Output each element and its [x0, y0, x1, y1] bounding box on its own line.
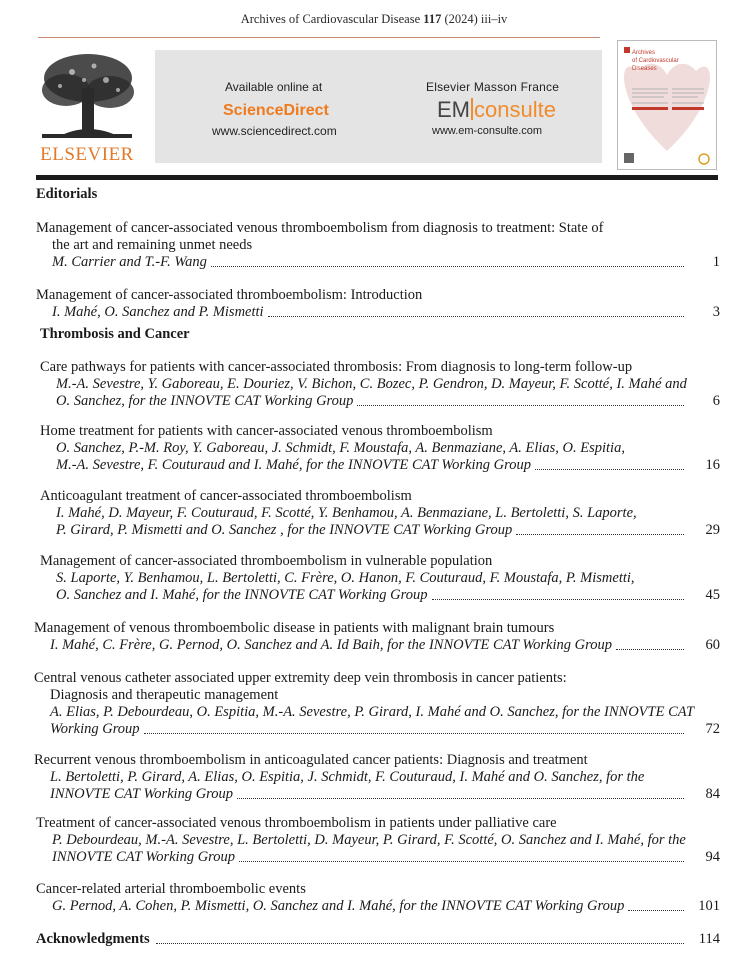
toc-entry[interactable] — [40, 553, 720, 604]
dot-leader — [239, 861, 684, 862]
entry-page: 1 — [712, 254, 720, 270]
section-editorials: Editorials — [36, 186, 98, 202]
toc-entry[interactable] — [36, 815, 720, 866]
toc-entry[interactable] — [34, 752, 720, 803]
entry-page: 60 — [705, 637, 720, 653]
entry-page: 16 — [705, 457, 720, 473]
entry-authors: G. Pernod, A. Cohen, P. Mismetti, O. Sanchez and I. Mahé, for the INNOVTE CAT Working Group — [52, 898, 625, 914]
entry-authors-line — [40, 393, 720, 410]
dot-leader — [535, 469, 684, 470]
entry-authors-line — [34, 721, 720, 738]
entry-authors-cont: L. Bertoletti, P. Girard, A. Elias, O. Espitia, J. Schmidt, F. Couturaud, I. Mahé and O. Sanchez, for the — [50, 769, 645, 785]
journal-cover-thumbnail — [617, 40, 717, 170]
sciencedirect-url[interactable]: www.sciencedirect.com — [212, 124, 337, 138]
contents-top-rule — [36, 175, 718, 180]
section-thrombosis-cancer: Thrombosis and Cancer — [40, 326, 190, 342]
entry-authors: M.-A. Sevestre, F. Couturaud and I. Mahé, for the INNOVTE CAT Working Group — [56, 457, 531, 473]
entry-authors: I. Mahé, C. Frère, G. Pernod, O. Sanchez and A. Id Baih, for the INNOVTE CAT Working Group — [50, 637, 612, 653]
toc-entry-acknowledgments[interactable] — [36, 931, 720, 948]
entry-page: 94 — [705, 849, 720, 865]
header-rule — [38, 37, 600, 38]
entry-authors: M. Carrier and T.-F. Wang — [52, 254, 207, 270]
dot-leader — [357, 405, 684, 406]
entry-authors-cont: M.-A. Sevestre, Y. Gaboreau, E. Douriez, V. Bichon, C. Bozec, P. Gendron, D. Mayeur, F. Scotté, I. Mahé and — [56, 376, 687, 392]
acknowledgments-page: 114 — [698, 931, 720, 947]
entry-title: Care pathways for patients with cancer-associated thrombosis: From diagnosis to long-term follow-up — [40, 359, 633, 375]
entry-authors-line — [36, 849, 720, 866]
entry-title: Treatment of cancer-associated venous thromboembolism in patients under palliative care — [36, 815, 557, 831]
entry-title: Recurrent venous thromboembolism in anticoagulated cancer patients: Diagnosis and treatment — [34, 752, 588, 768]
entry-authors: O. Sanchez, for the INNOVTE CAT Working Group — [56, 393, 354, 409]
entry-title: Management of cancer-associated thromboembolism in vulnerable population — [40, 553, 493, 569]
toc-entry[interactable] — [34, 670, 720, 738]
entry-authors-line — [36, 304, 720, 321]
dot-leader — [516, 534, 684, 535]
journal-volume: 117 — [423, 12, 442, 26]
toc-entry[interactable] — [40, 423, 720, 474]
entry-title: Home treatment for patients with cancer-associated venous thromboembolism — [40, 423, 493, 439]
acknowledgments-label: Acknowledgments — [36, 931, 150, 947]
em-consulte-logo — [437, 97, 556, 123]
toc-entry[interactable] — [40, 359, 720, 410]
entry-page: 3 — [712, 304, 720, 320]
cover-title-1: Archives — [632, 50, 656, 56]
entry-title: Anticoagulant treatment of cancer-associated thromboembolism — [40, 488, 412, 504]
entry-authors-line — [34, 786, 720, 803]
entry-authors-cont: S. Laporte, Y. Benhamou, L. Bertoletti, C. Frère, O. Hanon, F. Couturaud, F. Moustafa, P. Mismetti, — [56, 570, 635, 586]
cover-title-2: of Cardiovascular — [632, 58, 679, 64]
entry-page: 29 — [705, 522, 720, 538]
em-logo-left: EM — [437, 97, 470, 122]
dot-leader — [144, 733, 684, 734]
em-consulte-url[interactable]: www.em-consulte.com — [432, 125, 543, 137]
journal-year-pages: (2024) iii–iv — [444, 12, 508, 26]
em-logo-right: consulte — [474, 97, 556, 122]
entry-title: Management of venous thromboembolic disease in patients with malignant brain tumours — [34, 620, 555, 636]
entry-title-cont: the art and remaining unmet needs — [52, 237, 253, 253]
entry-authors: O. Sanchez and I. Mahé, for the INNOVTE CAT Working Group — [56, 587, 428, 603]
dot-leader — [268, 316, 684, 317]
entry-title-cont: Diagnosis and therapeutic management — [50, 687, 279, 703]
entry-authors-line — [36, 898, 720, 915]
dot-leader — [616, 649, 684, 650]
toc-entry[interactable] — [40, 488, 720, 539]
em-logo-divider-icon — [471, 98, 473, 120]
entry-authors: INNOVTE CAT Working Group — [50, 786, 234, 802]
dot-leader — [156, 943, 684, 944]
available-online-label: Available online at — [225, 80, 323, 94]
entry-title: Management of cancer-associated venous thromboembolism from diagnosis to treatment: State of — [36, 220, 604, 236]
cover-illustration-icon — [618, 41, 716, 169]
entry-page: 45 — [705, 587, 720, 603]
entry-authors-line — [40, 522, 720, 539]
toc-entry[interactable] — [36, 287, 720, 321]
entry-authors-cont: O. Sanchez, P.-M. Roy, Y. Gaboreau, J. Schmidt, F. Moustafa, A. Benmaziane, A. Elias, O. Espitia, — [56, 440, 625, 456]
entry-page: 101 — [698, 898, 720, 914]
elsevier-wordmark: ELSEVIER — [40, 144, 134, 165]
em-publisher-label: Elsevier Masson France — [426, 80, 560, 94]
sciencedirect-logo: ScienceDirect — [223, 102, 329, 119]
cover-title-3: Diseases — [632, 66, 657, 72]
entry-title: Cancer-related arterial thromboembolic events — [36, 881, 306, 897]
entry-authors-cont: P. Debourdeau, M.-A. Sevestre, L. Bertoletti, D. Mayeur, P. Girard, F. Scotté, O. Sanchez and I. Mahé, for the — [52, 832, 686, 848]
entry-authors: INNOVTE CAT Working Group — [52, 849, 236, 865]
entry-page: 84 — [705, 786, 720, 802]
toc-entry[interactable] — [36, 220, 720, 271]
availability-banner — [155, 50, 602, 163]
entry-title: Management of cancer-associated thromboembolism: Introduction — [36, 287, 423, 303]
entry-authors: P. Girard, P. Mismetti and O. Sanchez , for the INNOVTE CAT Working Group — [56, 522, 513, 538]
entry-authors-cont: A. Elias, P. Debourdeau, O. Espitia, M.-A. Sevestre, P. Girard, I. Mahé and O. Sanchez, for the INNOVTE CAT — [50, 704, 695, 720]
journal-name: Archives of Cardiovascular Disease — [240, 12, 421, 26]
entry-authors-line — [40, 457, 720, 474]
entry-page: 6 — [712, 393, 720, 409]
journal-citation — [0, 12, 748, 27]
entry-authors-cont: I. Mahé, D. Mayeur, F. Couturaud, F. Scotté, Y. Benhamou, A. Benmaziane, L. Bertoletti, S. Laporte, — [56, 505, 637, 521]
dot-leader — [628, 910, 684, 911]
entry-authors-line — [36, 254, 720, 271]
dot-leader — [237, 798, 684, 799]
dot-leader — [432, 599, 685, 600]
entry-title: Central venous catheter associated upper extremity deep vein thrombosis in cancer patients: — [34, 670, 567, 686]
entry-page: 72 — [705, 721, 720, 737]
elsevier-logo — [36, 50, 138, 166]
entry-authors-line — [40, 587, 720, 604]
entry-authors: I. Mahé, O. Sanchez and P. Mismetti — [52, 304, 264, 320]
entry-authors-line — [34, 637, 720, 654]
dot-leader — [211, 266, 684, 267]
toc-entry[interactable] — [36, 881, 720, 915]
toc-entry[interactable] — [34, 620, 720, 654]
entry-authors: Working Group — [50, 721, 140, 737]
